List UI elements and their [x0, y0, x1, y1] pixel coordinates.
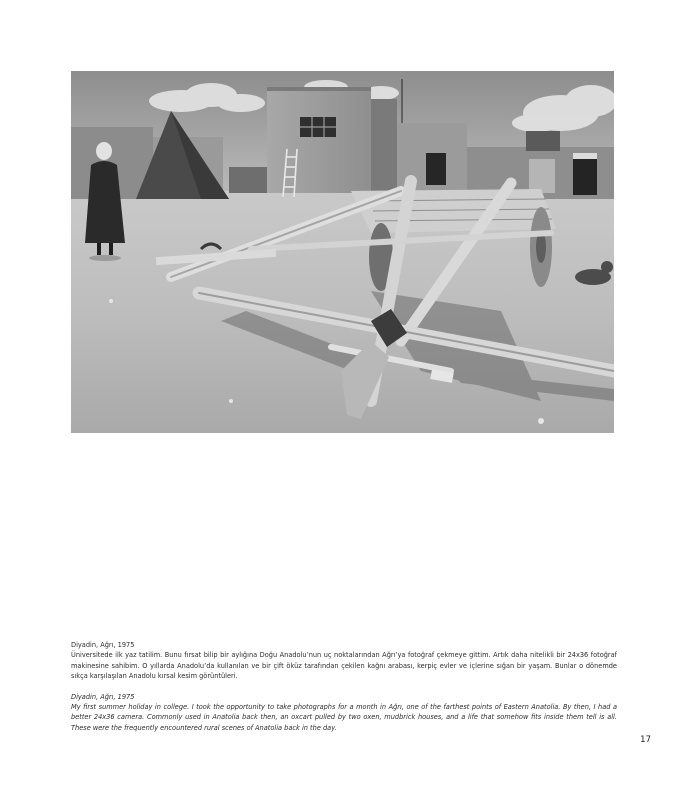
caption-turkish — [71, 640, 617, 682]
caption-tr-text: Üniversitede ilk yaz tatilim. Bunu fırsat bilip bir aylığına Doğu Anadolu’nun uç noktalarından Ağrı’ya fotoğraf çekmeye gittim. Artık daha nitelikli bir 24x36 fotoğraf makinesine sahibim. O yıllarda Anadolu’da kullanılan ve bir çift öküz tarafından çekilen kağnı arabası, kerpiç evler ve içlerine sığan bir yaşam. Bunlar o dönemde sıkça karşılaşılan Anadolu kırsal kesim görüntüleri. — [71, 651, 617, 681]
caption-en-heading: Diyadin, Ağrı, 1975 — [71, 692, 135, 701]
caption-en-text: My first summer holiday in college. I took the opportunity to take photographs for a month in Ağrı, one of the farthest points of Eastern Anatolia. By then, I had a better 24x36 camera. Commonly used in Anatolia back then, an oxcart pulled by two oxen, mudbrick houses, and a life that somehow fits inside them tell is all. These were the frequently encountered rural scenes of Anatolia back in the day. — [71, 703, 617, 732]
caption-english — [71, 692, 617, 734]
caption-tr-heading: Diyadin, Ağrı, 1975 — [71, 641, 135, 649]
oxcart-photograph — [71, 71, 614, 433]
page-number: 17 — [640, 735, 651, 745]
photo-caption — [71, 640, 617, 733]
